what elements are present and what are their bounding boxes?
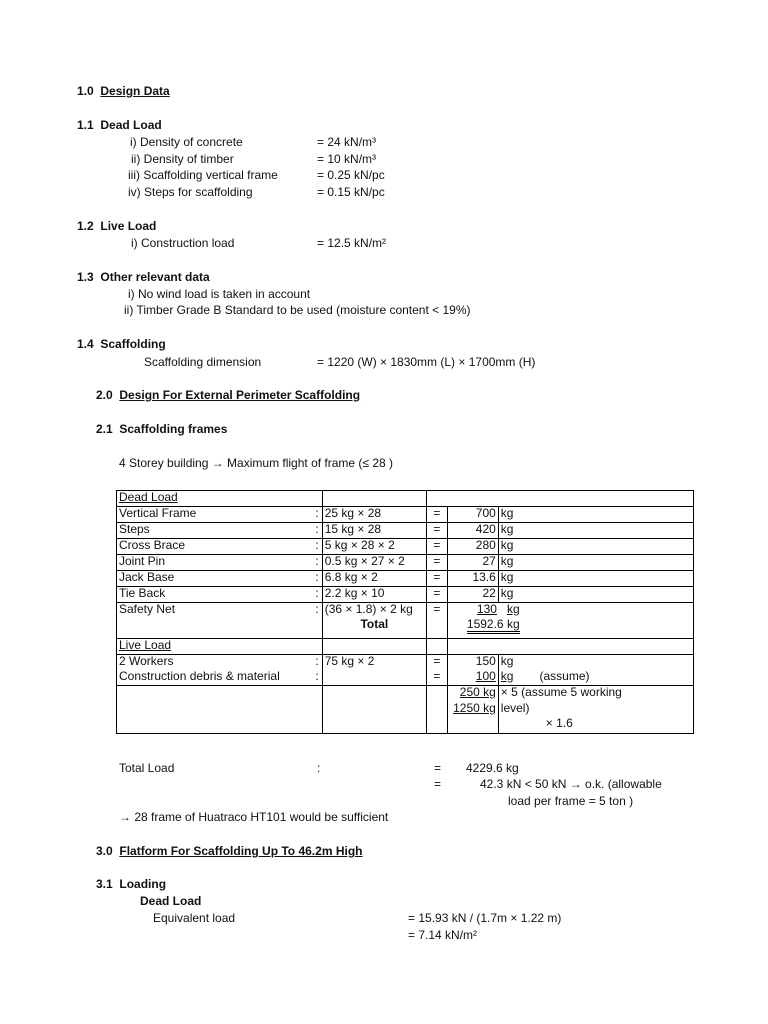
- total-load-eq-1: =: [434, 761, 442, 775]
- dead-load-item-3-label: iii) Scaffolding vertical frame: [128, 168, 278, 182]
- scaffolding-dimension-value: = 1220 (W) × 1830mm (L) × 1700mm (H): [317, 355, 536, 369]
- section-number: 2.0: [96, 388, 113, 402]
- section-title: Scaffolding frames: [119, 422, 228, 436]
- table-row: [117, 539, 694, 555]
- live-total: 1250 kg: [453, 701, 496, 715]
- equivalent-load-value: = 7.14 kN/m²: [408, 928, 478, 942]
- table-row-live-subtotal: [117, 686, 694, 734]
- row-eq: =: [427, 670, 448, 686]
- live-load-item-value: = 12.5 kN/m²: [317, 236, 387, 250]
- section-number: 1.3: [77, 270, 94, 284]
- row-item: Tie Back: [119, 586, 166, 600]
- row-calc: (36 × 1.8) × 2 kg: [324, 602, 413, 616]
- dead-load-item-1-label: i) Density of concrete: [130, 135, 243, 149]
- row-value: 150: [447, 655, 498, 671]
- row-value: 280: [447, 539, 498, 555]
- row-unit: kg: [498, 539, 693, 555]
- section-3-0-heading: [96, 844, 362, 858]
- row-eq: =: [427, 571, 448, 587]
- row-value: 420: [447, 523, 498, 539]
- dead-load-item-3-value: = 0.25 kN/pc: [317, 168, 385, 182]
- row-colon: :: [315, 538, 319, 552]
- total-load-value-kn: 42.3 kN < 50 kN → o.k. (allowable: [480, 777, 662, 791]
- total-load-colon: :: [317, 761, 321, 775]
- row-eq: =: [427, 587, 448, 603]
- table-row: [117, 555, 694, 571]
- table-row: [117, 670, 694, 686]
- row-eq: =: [427, 539, 448, 555]
- platform-dead-load-heading: Dead Load: [140, 894, 202, 908]
- row-colon: :: [315, 654, 319, 668]
- row-eq: =: [427, 507, 448, 523]
- section-number: 3.1: [96, 877, 113, 891]
- row-colon: :: [315, 554, 319, 568]
- row-calc: 2.2 kg × 10: [322, 587, 426, 603]
- dead-load-item-4-label: iv) Steps for scaffolding: [128, 185, 253, 199]
- row-colon: :: [315, 570, 319, 584]
- section-2-0-heading: [96, 388, 360, 402]
- other-data-item-2: ii) Timber Grade B Standard to be used (moisture content < 19%): [124, 303, 471, 317]
- live-load-header: Live Load: [119, 638, 172, 652]
- table-row: [117, 491, 694, 507]
- row-eq: =: [427, 555, 448, 571]
- row-colon: :: [315, 586, 319, 600]
- dead-load-item-2-value: = 10 kN/m³: [317, 152, 377, 166]
- row-calc: 5 kg × 28 × 2: [322, 539, 426, 555]
- row-unit: kg: [498, 555, 693, 571]
- scaffolding-dimension-label: Scaffolding dimension: [144, 355, 262, 369]
- total-load-label: Total Load: [119, 761, 175, 775]
- frame-conclusion: → 28 frame of Huatraco HT101 would be sufficient: [119, 810, 389, 824]
- section-number: 2.1: [96, 422, 113, 436]
- dead-load-header: Dead Load: [119, 490, 178, 504]
- section-number: 1.1: [77, 118, 94, 132]
- row-colon: :: [315, 669, 319, 683]
- row-colon: :: [315, 522, 319, 536]
- total-load-value-kg: 4229.6 kg: [466, 761, 519, 775]
- row-calc: 75 kg × 2: [322, 655, 426, 671]
- section-title: Design Data: [100, 84, 170, 98]
- live-note-2: level): [500, 701, 530, 715]
- row-item: Jack Base: [119, 570, 175, 584]
- section-number: 1.2: [77, 219, 94, 233]
- equivalent-load-calc: = 15.93 kN / (1.7m × 1.22 m): [408, 911, 562, 925]
- section-3-1-heading: [96, 877, 166, 891]
- table-row-safety-net: [117, 603, 694, 639]
- row-value: 22: [447, 587, 498, 603]
- dead-load-total: 1592.6 kg: [467, 617, 520, 634]
- row-eq: =: [427, 523, 448, 539]
- row-value: 700: [447, 507, 498, 523]
- section-title: Design For External Perimeter Scaffolding: [119, 388, 361, 402]
- row-value: 27: [447, 555, 498, 571]
- row-eq: =: [427, 655, 448, 671]
- row-item: Steps: [119, 522, 150, 536]
- row-colon: :: [315, 602, 319, 616]
- row-calc: 25 kg × 28: [322, 507, 426, 523]
- row-eq: =: [427, 603, 448, 639]
- dead-load-item-4-value: = 0.15 kN/pc: [317, 185, 385, 199]
- total-load-allowable: load per frame = 5 ton ): [508, 794, 634, 808]
- table-row: [117, 655, 694, 671]
- live-load-item-label: i) Construction load: [131, 236, 235, 250]
- total-label: Total: [360, 617, 389, 631]
- section-title: Scaffolding: [100, 337, 166, 351]
- row-calc: 0.5 kg × 27 × 2: [322, 555, 426, 571]
- total-load-eq-2: =: [434, 777, 442, 791]
- row-unit: kg: [498, 587, 693, 603]
- live-subtotal: 250 kg: [459, 685, 496, 699]
- section-number: 1.4: [77, 337, 94, 351]
- row-colon: :: [315, 506, 319, 520]
- row-item: Cross Brace: [119, 538, 186, 552]
- row-item: 2 Workers: [119, 654, 174, 668]
- row-item: Joint Pin: [119, 554, 166, 568]
- section-title: Other relevant data: [100, 270, 210, 284]
- section-2-1-heading: [96, 422, 227, 436]
- row-calc: 15 kg × 28: [322, 523, 426, 539]
- other-data-item-1: i) No wind load is taken in account: [128, 287, 311, 301]
- section-title: Dead Load: [100, 118, 162, 132]
- section-1-3-heading: [77, 270, 210, 284]
- section-title: Flatform For Scaffolding Up To 46.2m High: [119, 844, 363, 858]
- row-value: 100: [475, 669, 496, 683]
- row-unit: kg: [498, 507, 693, 523]
- live-note-1: × 5 (assume 5 working: [500, 685, 622, 699]
- live-note-3: × 1.6: [545, 716, 573, 730]
- row-unit: kg: [506, 602, 520, 616]
- section-1-2-heading: [77, 219, 156, 233]
- section-title: Live Load: [100, 219, 157, 233]
- dead-load-item-1-value: = 24 kN/m³: [317, 135, 377, 149]
- load-table: [116, 490, 694, 734]
- row-unit: kg: [498, 655, 693, 671]
- row-item: Safety Net: [119, 602, 176, 616]
- row-unit: kg: [500, 669, 514, 683]
- table-row: [117, 507, 694, 523]
- table-row: [117, 523, 694, 539]
- table-row: [117, 639, 694, 655]
- dead-load-item-2-label: ii) Density of timber: [131, 152, 234, 166]
- row-item: Construction debris & material: [119, 669, 280, 683]
- section-1-4-heading: [77, 337, 166, 351]
- row-value: 13.6: [447, 571, 498, 587]
- row-value: 130: [476, 602, 497, 616]
- section-1-0-heading: [77, 84, 170, 98]
- section-1-1-heading: [77, 118, 162, 132]
- table-row: [117, 571, 694, 587]
- table-row: [117, 587, 694, 603]
- row-note: (assume): [539, 669, 590, 683]
- section-number: 3.0: [96, 844, 113, 858]
- scaffolding-intro: 4 Storey building → Maximum flight of frame (≤ 28 ): [119, 456, 394, 470]
- row-unit: kg: [498, 523, 693, 539]
- section-title: Loading: [119, 877, 167, 891]
- row-calc: 6.8 kg × 2: [322, 571, 426, 587]
- row-unit: kg: [498, 571, 693, 587]
- section-number: 1.0: [77, 84, 94, 98]
- row-item: Vertical Frame: [119, 506, 197, 520]
- equivalent-load-label: Equivalent load: [153, 911, 236, 925]
